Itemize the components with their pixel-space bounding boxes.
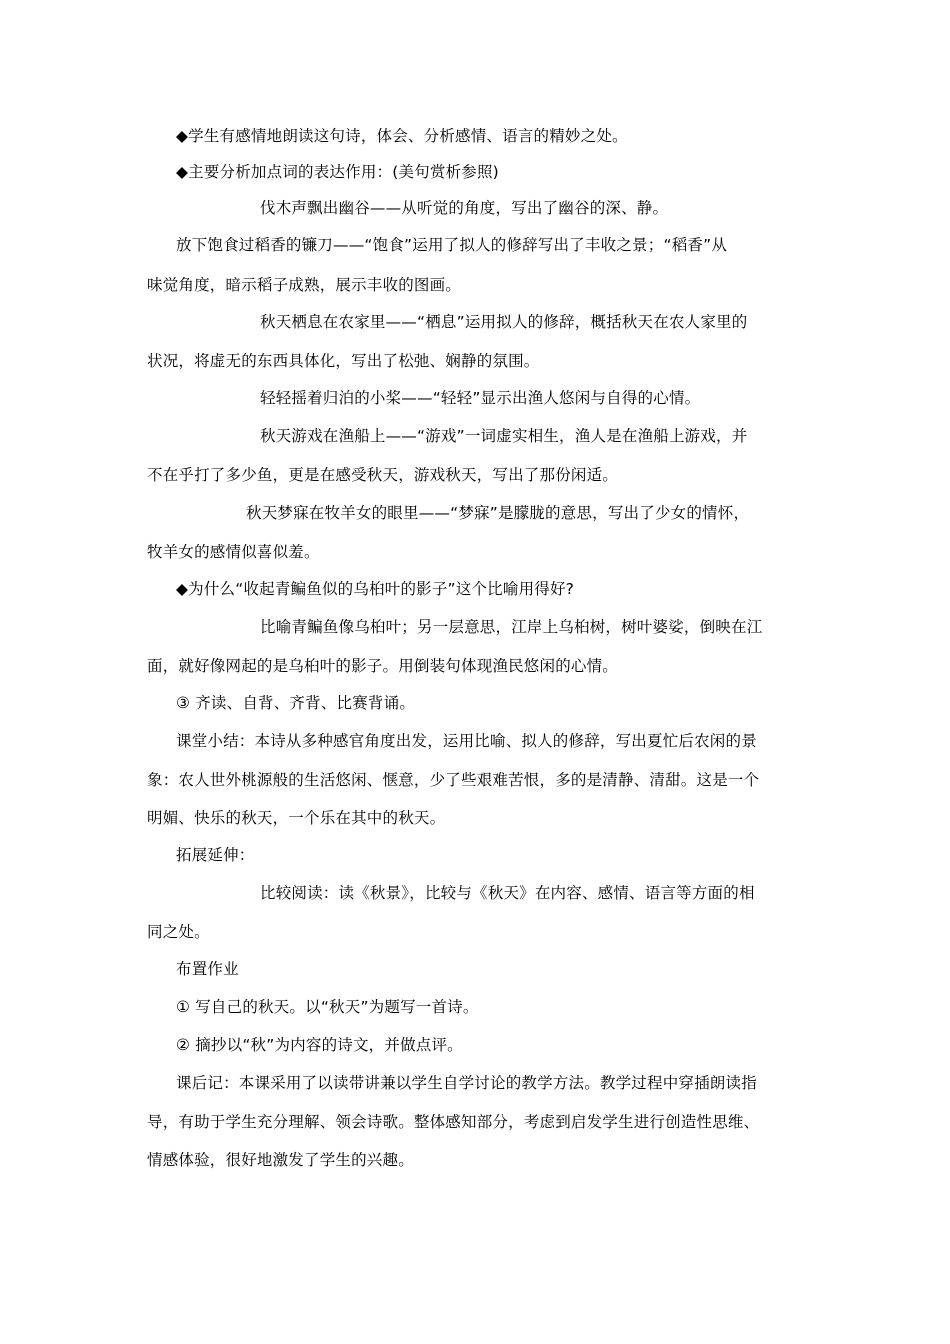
paragraph-line: 放下饱食过稻香的镰刀——“饱食”运用了拟人的修辞写出了丰收之景；“稻香”从: [176, 236, 728, 254]
paragraph-line: 秋天栖息在农家里——“栖息”运用拟人的修辞，概括秋天在农人家里的: [260, 313, 748, 331]
paragraph-line: 不在乎打了多少鱼，更是在感受秋天，游戏秋天，写出了那份闲适。: [147, 466, 619, 484]
paragraph-line: ③ 齐读、自背、齐背、比赛背诵。: [176, 694, 416, 712]
paragraph-line: 明媚、快乐的秋天，一个乐在其中的秋天。: [147, 809, 446, 827]
paragraph-line: 比喻青鳊鱼像乌桕叶；另一层意思，江岸上乌桕树，树叶婆娑，倒映在江: [260, 618, 763, 636]
paragraph-line: 情感体验，很好地激发了学生的兴趣。: [147, 1151, 414, 1169]
paragraph-line: 象：农人世外桃源般的生活悠闲、惬意，少了些艰难苦恨，多的是清静、清甜。这是一个: [147, 771, 760, 789]
paragraph-line: ◆学生有感情地朗读这句诗，体会、分析感情、语言的精妙之处。: [176, 127, 628, 145]
paragraph-line: 布置作业: [176, 960, 239, 978]
paragraph-line: 秋天游戏在渔船上——“游戏”一词虚实相生，渔人是在渔船上游戏，并: [260, 427, 748, 445]
paragraph-line: 导，有助于学生充分理解、领会诗歌。整体感知部分，考虑到启发学生进行创造性思维、: [147, 1113, 760, 1131]
paragraph-line: 味觉角度，暗示稻子成熟，展示丰收的图画。: [147, 276, 462, 294]
paragraph-line: 比较阅读：读《秋景》，比较与《秋天》在内容、感情、语言等方面的相: [260, 884, 755, 902]
paragraph-line: ◆为什么“收起青鳊鱼似的乌桕叶的影子”这个比喻用得好?: [176, 580, 575, 598]
paragraph-line: 牧羊女的感情似喜似羞。: [147, 543, 320, 561]
paragraph-line: 伐木声飘出幽谷——从听觉的角度，写出了幽谷的深、静。: [260, 199, 669, 217]
paragraph-line: 轻轻摇着归泊的小桨——“轻轻”显示出渔人悠闲与自得的心情。: [260, 389, 701, 407]
paragraph-line: 面，就好像网起的是乌桕叶的影子。用倒装句体现渔民悠闲的心情。: [147, 657, 619, 675]
paragraph-line: ① 写自己的秋天。以“秋天”为题写一首诗。: [176, 998, 479, 1016]
paragraph-line: 状况，将虚无的东西具体化，写出了松弛、娴静的氛围。: [147, 352, 540, 370]
paragraph-line: 拓展延伸：: [176, 846, 255, 864]
paragraph-line: 课后记：本课采用了以读带讲兼以学生自学讨论的教学方法。教学过程中穿插朗读指: [176, 1074, 757, 1092]
paragraph-line: 同之处。: [147, 923, 210, 941]
paragraph-line: 秋天梦寐在牧羊女的眼里——“梦寐”是朦胧的意思，写出了少女的情怀，: [246, 504, 750, 522]
paragraph-line: 课堂小结：本诗从多种感官角度出发，运用比喻、拟人的修辞，写出夏忙后农闲的景: [176, 732, 757, 750]
paragraph-line: ◆主要分析加点词的表达作用：(美句赏析参照): [176, 163, 499, 181]
paragraph-line: ② 摘抄以“秋”为内容的诗文，并做点评。: [176, 1036, 463, 1054]
